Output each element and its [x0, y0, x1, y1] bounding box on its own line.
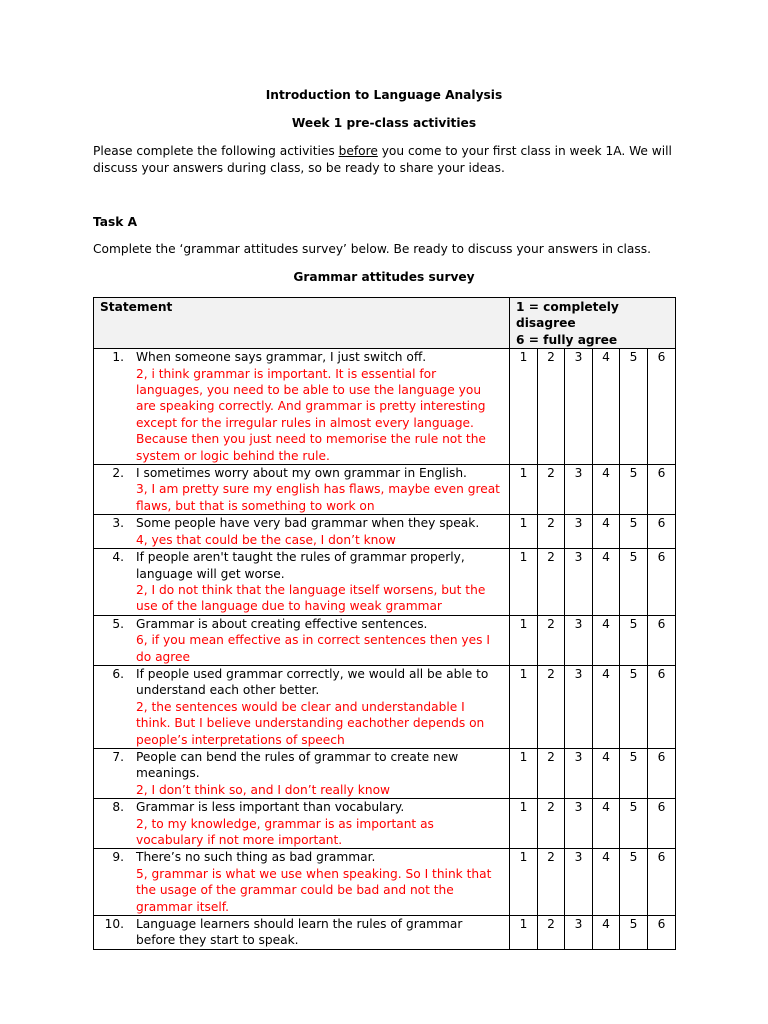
- survey-header-row: [94, 298, 676, 349]
- scale-option-5: 5: [620, 849, 648, 916]
- statement-number: 3.: [112, 516, 124, 531]
- statement-text: Grammar is about creating effective sentences.: [136, 616, 428, 631]
- scale-option-1: 1: [510, 615, 538, 665]
- statement-item: [94, 616, 503, 665]
- scale-option-5: 5: [620, 515, 648, 549]
- scale-header-line-2: 6 = fully agree: [516, 332, 618, 347]
- statement-body: [136, 849, 503, 915]
- statement-body: [136, 465, 503, 514]
- scale-header-line-1: 1 = completely disagree: [516, 300, 619, 331]
- statement-text: If people used grammar correctly, we would all be able to understand each other better.: [136, 666, 489, 698]
- survey-row: [94, 849, 676, 916]
- survey-body: [94, 349, 676, 950]
- scale-option-2: 2: [538, 465, 565, 515]
- scale-option-4: 4: [593, 615, 620, 665]
- scale-option-3: 3: [565, 549, 593, 616]
- statement-body: [136, 666, 503, 748]
- statement-number: 6.: [112, 666, 124, 681]
- scale-option-6: 6: [648, 799, 676, 849]
- scale-option-4: 4: [593, 465, 620, 515]
- answer-text: 3, I am pretty sure my english has flaws, maybe even great flaws, but that is something to work on: [136, 482, 500, 513]
- answer-text: 5, grammar is what we use when speaking. So I think that the usage of the grammar could be bad and not the grammar itself.: [136, 866, 492, 914]
- scale-option-6: 6: [648, 849, 676, 916]
- scale-option-3: 3: [565, 799, 593, 849]
- scale-option-3: 3: [565, 465, 593, 515]
- scale-option-2: 2: [538, 615, 565, 665]
- scale-option-5: 5: [620, 549, 648, 616]
- scale-option-3: 3: [565, 349, 593, 465]
- scale-option-2: 2: [538, 349, 565, 465]
- scale-option-3: 3: [565, 665, 593, 748]
- intro-text-end: you come to your first class in week 1A. We will discuss your answers during class, so be ready to share your ideas.: [93, 144, 672, 175]
- statement-text: When someone says grammar, I just switch off.: [136, 350, 427, 365]
- statement-cell: [94, 665, 510, 748]
- statement-cell: [94, 465, 510, 515]
- statement-number: 5.: [112, 616, 124, 631]
- answer-text: 2, I don’t think so, and I don’t really know: [136, 782, 391, 797]
- statement-body: [136, 749, 503, 798]
- scale-option-4: 4: [593, 349, 620, 465]
- scale-option-6: 6: [648, 349, 676, 465]
- scale-option-5: 5: [620, 748, 648, 798]
- statement-cell: [94, 615, 510, 665]
- statement-number: 8.: [112, 800, 124, 815]
- statement-body: [136, 616, 503, 665]
- answer-text: 6, if you mean effective as in correct sentences then yes I do agree: [136, 633, 490, 664]
- survey-table: [93, 297, 676, 950]
- intro-paragraph: [93, 143, 683, 176]
- intro-underlined-word: before: [338, 144, 378, 158]
- statement-body: [136, 349, 503, 464]
- statement-body: [136, 799, 503, 848]
- answer-text: 4, yes that could be the case, I don’t know: [136, 532, 396, 547]
- scale-option-6: 6: [648, 549, 676, 616]
- scale-option-4: 4: [593, 515, 620, 549]
- scale-option-2: 2: [538, 849, 565, 916]
- scale-option-4: 4: [593, 799, 620, 849]
- scale-option-4: 4: [593, 748, 620, 798]
- statement-item: [94, 465, 503, 514]
- scale-option-5: 5: [620, 465, 648, 515]
- statement-item: [94, 916, 503, 949]
- scale-option-4: 4: [593, 849, 620, 916]
- statement-text: If people aren't taught the rules of grammar properly, language will get worse.: [136, 550, 465, 581]
- answer-text: 2, to my knowledge, grammar is as important as vocabulary if not more important.: [136, 816, 434, 847]
- scale-option-6: 6: [648, 515, 676, 549]
- statement-number: 7.: [112, 749, 124, 764]
- document-subtitle: Week 1 pre-class activities: [291, 116, 477, 130]
- statement-text: Grammar is less important than vocabulary.: [136, 800, 405, 815]
- scale-option-2: 2: [538, 665, 565, 748]
- scale-option-1: 1: [510, 465, 538, 515]
- survey-row: [94, 799, 676, 849]
- scale-option-5: 5: [620, 799, 648, 849]
- scale-option-3: 3: [565, 748, 593, 798]
- statement-body: [136, 916, 503, 949]
- statement-item: [94, 549, 503, 615]
- answer-text: 2, the sentences would be clear and understandable I think. But I believe understanding eachother depends on people’s interpretations of speech: [136, 699, 485, 747]
- scale-option-4: 4: [593, 916, 620, 950]
- statement-number: 4.: [112, 550, 124, 565]
- statement-item: [94, 515, 503, 548]
- scale-option-3: 3: [565, 849, 593, 916]
- scale-option-3: 3: [565, 515, 593, 549]
- survey-row: [94, 916, 676, 950]
- survey-row: [94, 349, 676, 465]
- scale-option-3: 3: [565, 615, 593, 665]
- statement-text: I sometimes worry about my own grammar in English.: [136, 466, 467, 481]
- statement-cell: [94, 515, 510, 549]
- intro-text-start: Please complete the following activities: [93, 144, 339, 158]
- survey-row: [94, 515, 676, 549]
- statement-text: There’s no such thing as bad grammar.: [136, 850, 376, 865]
- statement-text: People can bend the rules of grammar to create new meanings.: [136, 749, 459, 781]
- task-heading: Task A: [93, 215, 137, 229]
- answer-text: 2, I do not think that the language itself worsens, but the use of the language due to having weak grammar: [136, 582, 486, 614]
- statement-text: Some people have very bad grammar when they speak.: [136, 516, 480, 531]
- scale-option-1: 1: [510, 849, 538, 916]
- survey-row: [94, 549, 676, 616]
- statement-cell: [94, 799, 510, 849]
- statement-cell: [94, 916, 510, 950]
- statement-number: 9.: [112, 850, 124, 865]
- document-title: Introduction to Language Analysis: [265, 88, 503, 102]
- survey-row: [94, 465, 676, 515]
- statement-number: 1.: [112, 350, 124, 365]
- scale-option-2: 2: [538, 515, 565, 549]
- scale-option-1: 1: [510, 748, 538, 798]
- statement-number: 10.: [104, 917, 124, 932]
- statement-item: [94, 349, 503, 464]
- scale-option-5: 5: [620, 615, 648, 665]
- statement-body: [136, 515, 503, 548]
- scale-option-4: 4: [593, 665, 620, 748]
- statement-body: [136, 549, 503, 615]
- scale-option-1: 1: [510, 549, 538, 616]
- scale-option-1: 1: [510, 916, 538, 950]
- statement-item: [94, 849, 503, 915]
- scale-option-1: 1: [510, 665, 538, 748]
- scale-option-5: 5: [620, 916, 648, 950]
- statement-cell: [94, 349, 510, 465]
- scale-option-1: 1: [510, 349, 538, 465]
- statement-cell: [94, 549, 510, 616]
- scale-option-6: 6: [648, 748, 676, 798]
- survey-row: [94, 748, 676, 798]
- scale-option-1: 1: [510, 515, 538, 549]
- statement-cell: [94, 748, 510, 798]
- scale-option-6: 6: [648, 615, 676, 665]
- statement-item: [94, 666, 503, 748]
- survey-row: [94, 665, 676, 748]
- statement-text: Language learners should learn the rules of grammar before they start to speak.: [136, 917, 463, 948]
- scale-header: [510, 298, 676, 349]
- scale-option-5: 5: [620, 665, 648, 748]
- scale-option-2: 2: [538, 748, 565, 798]
- survey-row: [94, 615, 676, 665]
- statement-header: Statement: [94, 298, 510, 349]
- survey-title: Grammar attitudes survey: [293, 270, 475, 284]
- scale-option-4: 4: [593, 549, 620, 616]
- scale-option-1: 1: [510, 799, 538, 849]
- scale-option-2: 2: [538, 549, 565, 616]
- scale-option-5: 5: [620, 349, 648, 465]
- statement-number: 2.: [112, 466, 124, 481]
- task-instruction: Complete the ‘grammar attitudes survey’ below. Be ready to discuss your answers in class.: [93, 242, 651, 256]
- statement-cell: [94, 849, 510, 916]
- scale-option-3: 3: [565, 916, 593, 950]
- scale-option-2: 2: [538, 916, 565, 950]
- answer-text: 2, i think grammar is important. It is essential for languages, you need to be able to use the language you are speaking correctly. And grammar is pretty interesting except for the irregular rules in almost every language. Because then you just need to memorise the rule not the system or logic behind the rule.: [136, 366, 486, 463]
- statement-item: [94, 799, 503, 848]
- scale-option-2: 2: [538, 799, 565, 849]
- statement-item: [94, 749, 503, 798]
- scale-option-6: 6: [648, 665, 676, 748]
- scale-option-6: 6: [648, 916, 676, 950]
- scale-option-6: 6: [648, 465, 676, 515]
